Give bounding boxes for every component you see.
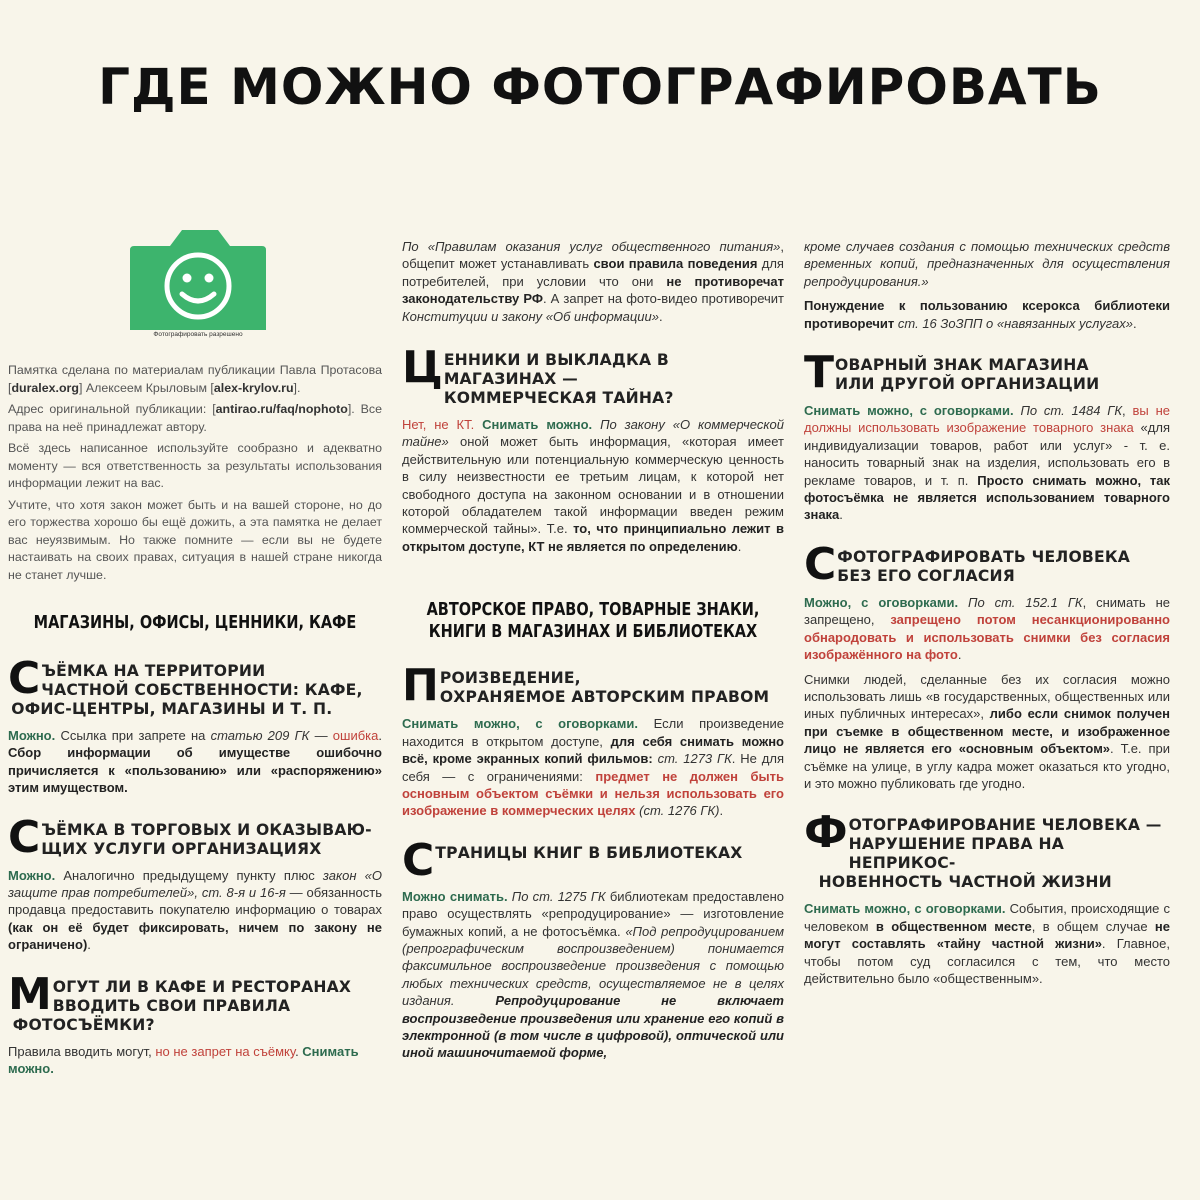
paragraph-trade-organizations: Можно. Аналогично предыдущему пункту плюс закон «О защите прав потребителей», ст. 8-я и 16-я — обязанность продавца предоставить покупателю информацию о товарах (как он её будет фиксировать, ничем по закону не ограничено). xyxy=(8,867,383,953)
paragraph-library-books: Можно снимать. По ст. 1275 ГК библиотекам предоставлено право осуществлять «репродуцирование» — изготовление бумажных копий, а не фотосъёмка. «Под репродуцированием (репрографическим воспроизведением) понимается факсимильное воспроизведение произведения с помощью любых технических средств, осуществляемое не в целях издания. Репродуцирование не включает воспроизведение произведения или хранение его копий в электронной (в том числе в цифровой), оптической или иной машиночитаемой форме, xyxy=(402,888,784,1061)
heading-photo-person: С ФОТОГРАФИРОВАТЬ ЧЕЛОВЕКА БЕЗ ЕГО СОГЛАСИЯ xyxy=(804,538,1131,590)
paragraph-trademark: Снимать можно, с оговорками. По ст. 1484 ГК, вы не должны использовать изображение товарного знака «для индивидуализации товаров, работ или услуг» - т. е. наносить товарный знак на изделия, использовать его в рекламе товаров, и т. п. Просто снимать можно, так фотосъёмка не является использованием товарного знака. xyxy=(804,403,1170,523)
paragraph-photo-person-usage: Снимки людей, сделанные без их согласия можно использовать лишь «в государственных, общественных или иных публичных интересах», либо если снимок получен при съемке в общественном месте, и изображенное лицо не является его «основным объектом». Т.е. при съёмке на улице, в углу кадра может оказаться кто угодно, и это можно публиковать где угодно. xyxy=(804,671,1170,791)
heading-trademark: Т ОВАРНЫЙ ЗНАК МАГАЗИНА ИЛИ ДРУГОЙ ОРГАНИЗАЦИИ xyxy=(804,347,1100,399)
paragraph-cafe-rules-cont: По «Правилам оказания услуг общественного питания», общепит может устанавливать свои правила поведения для потребителей, при условии что они не противоречат законодательству РФ. А запрет на фото-видео противоречит Конституции и закону «Об информации». xyxy=(402,239,785,324)
paragraph-private-territory: Можно. Ссылка при запрете на статью 209 ГК — ошибка. Сбор информации об имуществе ошибочно причисляется к «пользованию» или «распоряжению» этим имуществом. xyxy=(8,728,382,796)
intro-paragraph: Учтите, что хотя закон может быть и на вашей стороне, но до его торжества хорошо бы ещё дожить, а эта памятка не делает вас неуязвимым. Но также помните — если вы не будете настаивать на своих правах, ситуация в нашей стране никогда не станет лучше. xyxy=(8,497,382,582)
heading-trade-organizations: С ЪЁМКА В ТОРГОВЫХ И ОКАЗЫВАЮ- ЩИХ УСЛУГИ ОРГАНИЗАЦИЯХ xyxy=(8,811,372,863)
intro-block xyxy=(8,362,382,584)
heading-private-territory: С ЪЁМКА НА ТЕРРИТОРИИ ЧАСТНОЙ СОБСТВЕННОСТИ: КАФЕ, ОФИС-ЦЕНТРЫ, МАГАЗИНЫ И Т. П. xyxy=(8,653,363,718)
camera-caption: Фотографировать разрешено xyxy=(153,331,243,338)
paragraph-photo-person: Можно, с оговорками. По ст. 152.1 ГК, снимать не запрещено, запрещено потом несанкционированно обнародовать и использовать снимки без согласия изображённого на фото. xyxy=(804,594,1170,663)
intro-paragraph: Памятка сделана по материалам публикации Павла Протасова [duralex.org] Алексеем Крыловым [alex-krylov.ru]. xyxy=(8,363,382,395)
paragraph-copyright-work: Снимать можно, с оговорками. Если произведение находится в открытом доступе, для себя снимать можно всё, кроме экранных копий фильмов: ст. 1273 ГК. Не для себя — с ограничениями: предмет не должен быть основным объектом съёмки и нельзя использовать его изображение в коммерческих целях (ст. 1276 ГК). xyxy=(402,716,785,819)
paragraph-xerox: Понуждение к пользованию ксерокса библиотеки противоречит ст. 16 ЗоЗПП о «навязанных услугах». xyxy=(804,298,1170,331)
intro-paragraph: Адрес оригинальной публикации: [antirao.ru/faq/nophoto]. Все права на неё принадлежат автору. xyxy=(8,402,382,434)
paragraph-cafe-rules-start: Правила вводить могут, но не запрет на съёмку. Снимать можно. xyxy=(8,1043,359,1077)
page-title: ГДЕ МОЖНО ФОТОГРАФИРОВАТЬ xyxy=(98,58,1102,116)
heading-copyright-work: П РОИЗВЕДЕНИЕ, ОХРАНЯЕМОЕ АВТОРСКИМ ПРАВОМ xyxy=(402,660,770,712)
column-left xyxy=(8,362,382,1084)
heading-privacy: Ф ОТОГРАФИРОВАНИЕ ЧЕЛОВЕКА — НАРУШЕНИЕ ПРАВА НА НЕПРИКОС- НОВЕННОСТЬ ЧАСТНОЙ ЖИЗНИ xyxy=(804,807,1162,892)
heading-library-books: С ТРАНИЦЫ КНИГ В БИБЛИОТЕКАХ xyxy=(402,834,743,886)
column-middle xyxy=(402,238,784,1069)
intro-paragraph: Всё здесь написанное используйте сообразно и адекватно моменту — вся ответственность за результаты использования информации лежит на вас. xyxy=(8,441,382,490)
paragraph-price-tags: Нет, не КТ. Снимать можно. По закону «О коммерческой тайне» оной может быть информация, «которая имеет действительную или потенциальную коммерческую ценность в силу неизвестности ее третьим лицам, к которой нет свободного доступа на законном основании и в отношении которой обладателем такой информации введен режим коммерческой тайны». Т.е. то, что принципиально лежит в открытом доступе, КТ не является по определению. xyxy=(402,417,785,554)
smiley-camera-icon xyxy=(130,230,266,334)
column-right xyxy=(804,238,1170,994)
paragraph-privacy: Снимать можно, с оговорками. События, происходящие с человеком в общественном месте, в общем случае не могут составлять «тайну частной жизни». Главное, чтобы потом суд согласился с тем, что место действительно было «общественным». xyxy=(804,901,1170,986)
heading-price-tags: Ц ЕННИКИ И ВЫКЛАДКА В МАГАЗИНАХ — КОММЕРЧЕСКАЯ ТАЙНА? xyxy=(402,342,674,408)
section-heading-shops: МАГАЗИНЫ, ОФИСЫ, ЦЕННИКИ, КАФЕ xyxy=(33,613,357,633)
paragraph-library-books-cont: кроме случаев создания с помощью технических средств временных копий, предназначенных для осуществления репродуцирования.» xyxy=(804,239,1170,289)
camera-badge xyxy=(130,230,266,339)
heading-cafe-rules: М ОГУТ ЛИ В КАФЕ И РЕСТОРАНАХ ВВОДИТЬ СВОИ ПРАВИЛА ФОТОСЪЁМКИ? xyxy=(8,968,352,1034)
section-heading-copyright: АВТОРСКОЕ ПРАВО, ТОВАРНЫЕ ЗНАКИ, КНИГИ В МАГАЗИНАХ И БИБЛИОТЕКАХ xyxy=(426,600,760,643)
